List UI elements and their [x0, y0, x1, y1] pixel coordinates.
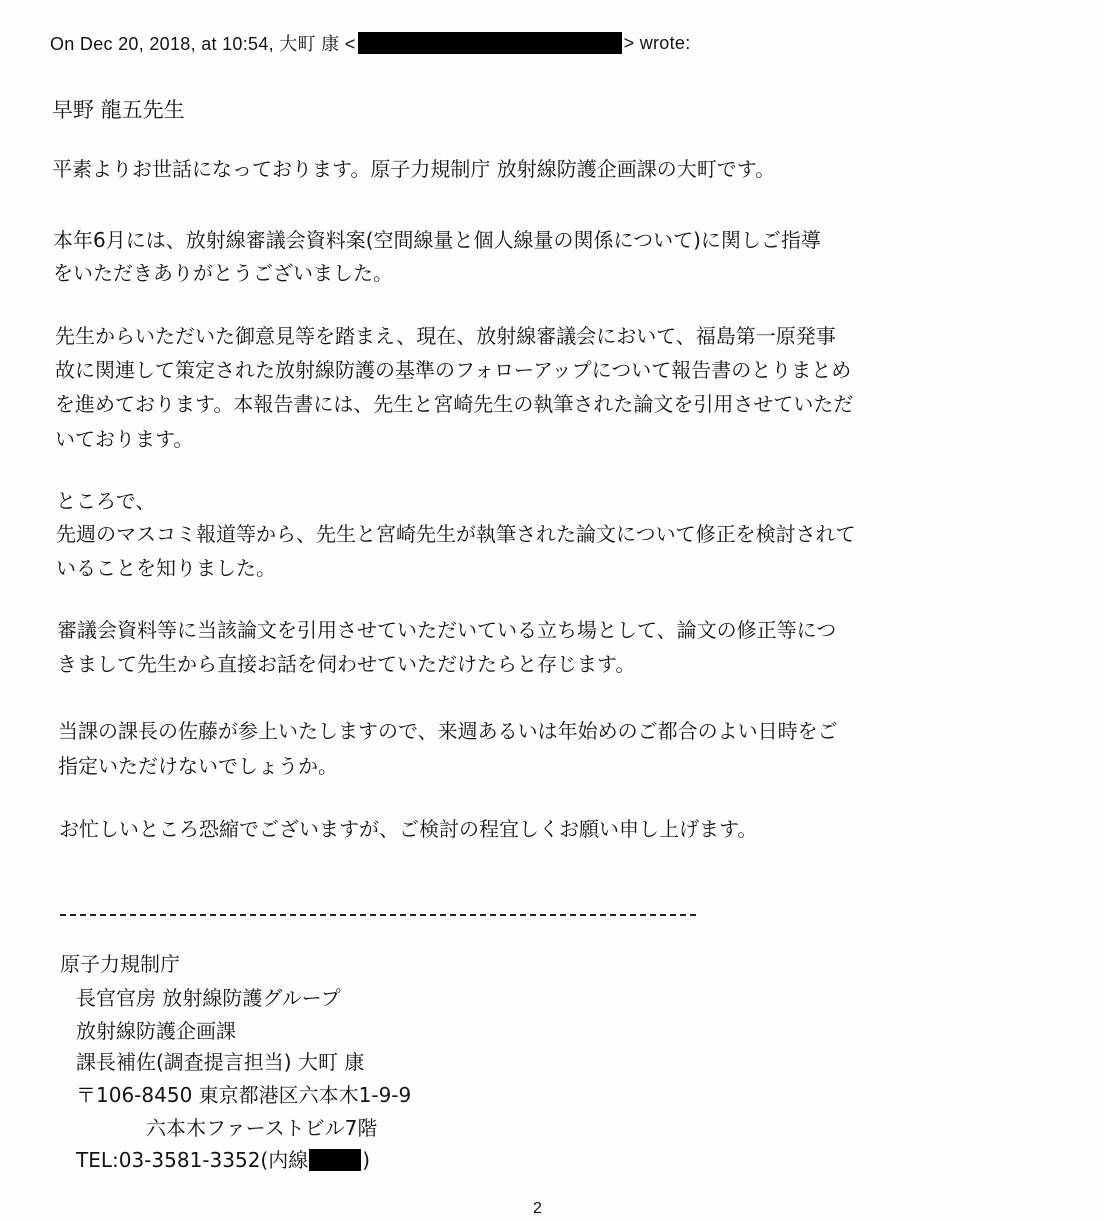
email-quote-header	[50, 30, 691, 56]
body-line: いることを知りました。	[56, 556, 276, 580]
body-line: お忙しいところ恐縮でございますが、ご検討の程宜しくお願い申し上げます。	[59, 817, 758, 841]
body-line: ところで、	[56, 489, 156, 513]
body-line: 故に関連して策定された放射線防護の基準のフォローアップについて報告書のとりまとめ	[55, 358, 852, 382]
signature-divider	[60, 914, 696, 916]
body-line: 先生からいただいた御意見等を踏まえ、現在、放射線審議会において、福島第一原発事	[55, 324, 836, 348]
signature-title-name: 課長補佐(調査提言担当) 大町 康	[76, 1050, 365, 1074]
body-line: 指定いただけないでしょうか。	[58, 754, 338, 778]
signature-address-line1: 〒106-8450 東京都港区六本木1-9-9	[76, 1083, 412, 1107]
body-line: 当課の課長の佐藤が参上いたしますので、来週あるいは年始めのご都合のよい日時をご	[58, 719, 838, 743]
body-line: 先週のマスコミ報道等から、先生と宮崎先生が執筆された論文について修正を検討されて	[56, 522, 856, 546]
header-prefix: On Dec 20, 2018, at 10:54, 大町 康 <	[50, 34, 356, 54]
signature-address-line2: 六本木ファーストビル7階	[146, 1116, 378, 1140]
header-suffix: > wrote:	[623, 32, 691, 53]
body-line: 審議会資料等に当該論文を引用させていただいている立ち場として、論文の修正等につ	[57, 618, 837, 642]
redacted-email-address	[358, 32, 622, 54]
tel-suffix: )	[362, 1148, 371, 1172]
body-line: きまして先生から直接お話を伺わせていただけたらと存じます。	[57, 652, 636, 676]
tel-prefix: TEL:03-3581-3352(内線	[76, 1148, 309, 1172]
salutation: 早野 龍五先生	[52, 98, 185, 122]
body-line: いております。	[55, 427, 194, 451]
signature-org: 原子力規制庁	[60, 952, 180, 976]
page-number: 2	[533, 1200, 542, 1217]
signature-division: 放射線防護企画課	[76, 1019, 236, 1043]
signature-dept: 長官官房 放射線防護グループ	[76, 986, 341, 1010]
body-line: を進めております。本報告書には、先生と宮崎先生の執筆された論文を引用させていただ	[55, 392, 854, 416]
redacted-extension	[309, 1149, 361, 1171]
body-line: 本年6月には、放射線審議会資料案(空間線量と個人線量の関係について)に関しご指導	[53, 228, 821, 252]
body-line: 平素よりお世話になっております。原子力規制庁 放射線防護企画課の大町です。	[52, 157, 776, 181]
body-line: をいただきありがとうございました。	[53, 261, 393, 285]
signature-tel	[76, 1148, 370, 1172]
